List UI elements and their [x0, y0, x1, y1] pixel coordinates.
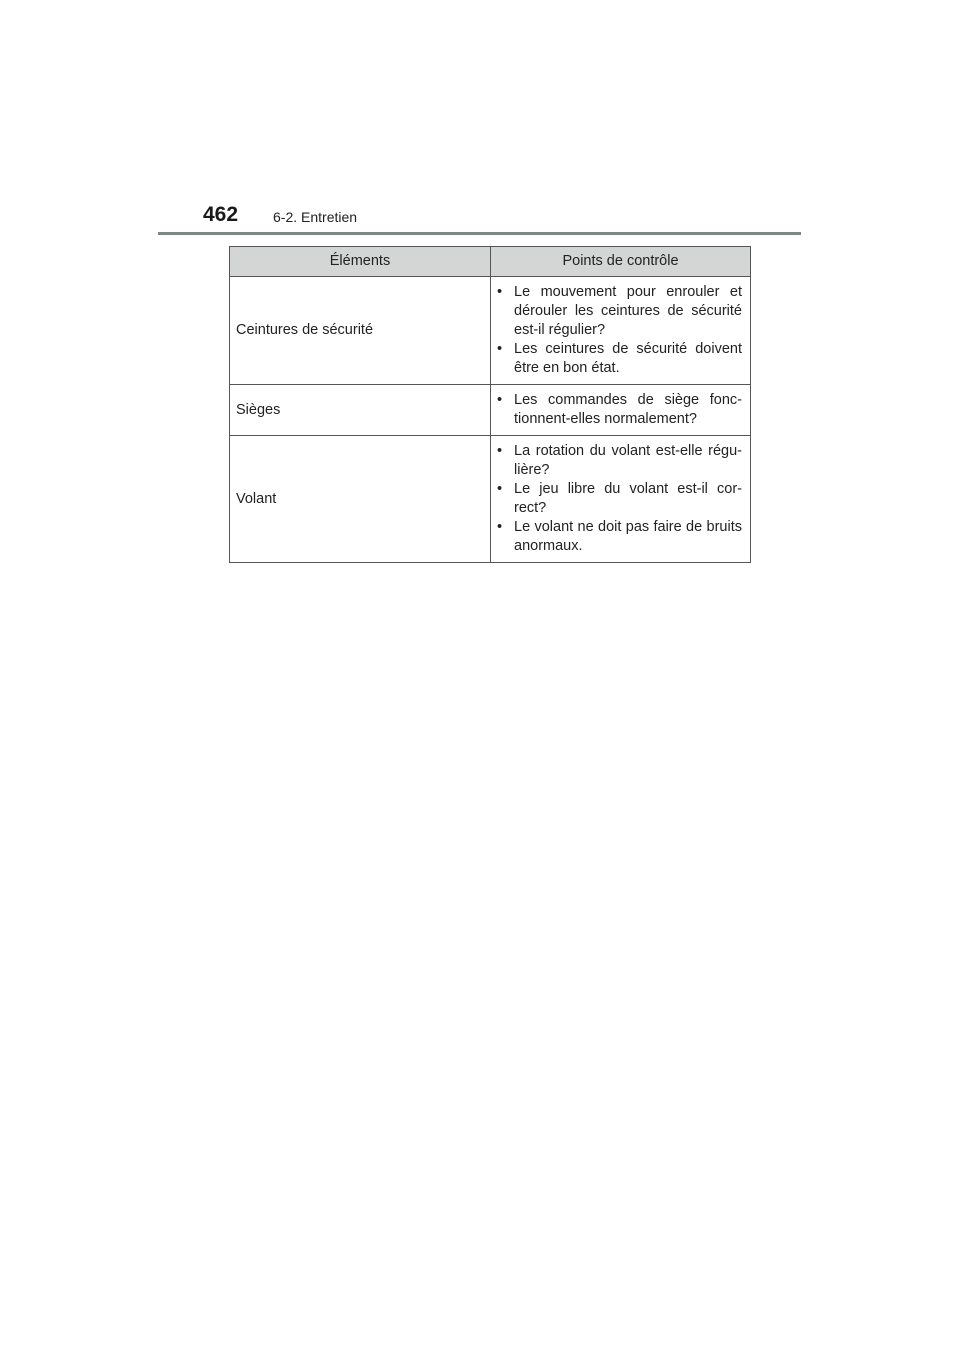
table-row	[230, 385, 751, 436]
checkpoint-item	[497, 391, 742, 429]
checkpoints-cell	[491, 277, 751, 385]
checkpoint-list	[497, 391, 742, 429]
page-number: 462	[203, 203, 239, 226]
checkpoints-cell	[491, 385, 751, 436]
checkpoints-cell	[491, 436, 751, 563]
checkpoint-item	[497, 340, 742, 378]
checkpoint-item	[497, 442, 742, 480]
checkpoint-text: Le jeu libre du volant est-il cor-rect?	[514, 481, 742, 516]
bullet-icon: •	[497, 519, 503, 535]
checkpoint-list	[497, 283, 742, 378]
bullet-icon: •	[497, 443, 503, 459]
checkpoint-item	[497, 480, 742, 518]
table-header-row	[230, 247, 751, 277]
item-cell: Ceintures de sécurité	[230, 277, 491, 385]
bullet-icon: •	[497, 392, 503, 408]
item-cell: Sièges	[230, 385, 491, 436]
header-rule	[158, 232, 801, 235]
checkpoint-text: Les commandes de siège fonc-tionnent-elles normalement?	[514, 392, 742, 427]
bullet-icon: •	[497, 481, 503, 497]
table-row	[230, 277, 751, 385]
checkpoint-item	[497, 518, 742, 556]
checkpoint-text: La rotation du volant est-elle régu-lière?	[514, 443, 742, 478]
item-cell: Volant	[230, 436, 491, 563]
checkpoint-list	[497, 442, 742, 556]
table-row	[230, 436, 751, 563]
bullet-icon: •	[497, 284, 503, 300]
column-header-checkpoints: Points de contrôle	[491, 247, 751, 277]
checkpoint-text: Le volant ne doit pas faire de bruits anormaux.	[514, 519, 742, 554]
checkpoint-text: Le mouvement pour enrouler et dérouler les ceintures de sécurité est-il régulier?	[514, 284, 742, 338]
section-title: 6-2. Entretien	[273, 209, 358, 225]
checkpoint-item	[497, 283, 742, 340]
column-header-items: Éléments	[230, 247, 491, 277]
inspection-table	[229, 246, 751, 563]
checkpoint-text: Les ceintures de sécurité doivent être en bon état.	[514, 341, 742, 376]
bullet-icon: •	[497, 341, 503, 357]
